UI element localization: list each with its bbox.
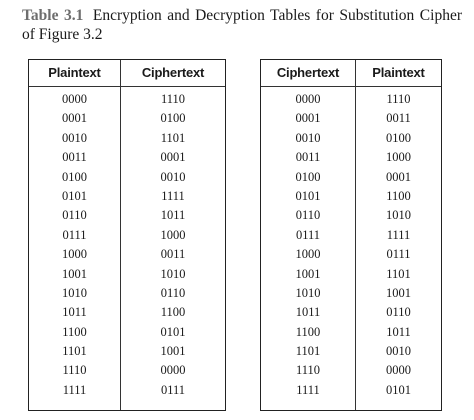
table-cell: 0101 — [160, 324, 186, 339]
table-cell: 1101 — [386, 266, 411, 281]
table-cell: 1101 — [62, 344, 87, 359]
table-cell: 1110 — [62, 363, 87, 378]
column-header-ciphertext: Ciphertext — [141, 65, 205, 80]
table-cell: 0010 — [386, 344, 411, 359]
table-cell: 1011 — [62, 305, 87, 320]
table-cell: 1111 — [62, 382, 87, 397]
table-cell: 1000 — [160, 227, 186, 242]
table-cell: 0110 — [160, 285, 186, 300]
table-cell: 0111 — [386, 247, 411, 262]
table-cell: 0000 — [386, 363, 411, 378]
table-cell: 0101 — [62, 188, 87, 203]
table-cell: 0011 — [386, 111, 411, 126]
table-caption — [22, 6, 462, 44]
table-cell: 1110 — [295, 363, 321, 378]
table-number: Table 3.1 — [22, 7, 84, 24]
table-cell: 1000 — [386, 150, 411, 165]
table-cell: 0000 — [295, 92, 321, 106]
table-cell: 0101 — [295, 188, 321, 203]
table-cell: 1011 — [295, 305, 321, 320]
table-cell: 0011 — [62, 150, 87, 165]
table-cell: 1100 — [295, 324, 321, 339]
table-cell: 0100 — [160, 111, 186, 126]
table-cell: 0101 — [386, 382, 411, 397]
table-cell: 1010 — [295, 285, 321, 300]
table-cell: 1110 — [160, 92, 186, 106]
column-header-ciphertext: Ciphertext — [276, 65, 340, 80]
encryption-ciphertext-cells — [121, 86, 225, 400]
table-title: Encryption and Decryption Tables for Substitution Cipher of Figure 3.2 — [22, 7, 462, 43]
table-cell: 1010 — [62, 285, 87, 300]
table-cell: 0001 — [386, 169, 411, 184]
table-cell: 1001 — [386, 285, 411, 300]
decryption-ciphertext-cells — [261, 86, 355, 400]
table-cell: 0001 — [295, 111, 321, 126]
table-cell: 1101 — [295, 344, 321, 359]
column-header-plaintext: Plaintext — [48, 65, 101, 80]
table-cell: 0011 — [160, 247, 186, 262]
encryption-plaintext-cells — [29, 86, 120, 400]
column-header-plaintext: Plaintext — [372, 65, 425, 80]
table-cell: 1110 — [386, 92, 411, 106]
table-cell: 0001 — [160, 150, 186, 165]
decryption-plaintext-cells — [356, 86, 441, 400]
table-cell: 0010 — [62, 130, 87, 145]
table-cell: 1000 — [295, 247, 321, 262]
table-cell: 0100 — [62, 169, 87, 184]
table-cell: 0011 — [295, 150, 321, 165]
table-cell: 1100 — [386, 188, 411, 203]
table-cell: 1011 — [160, 208, 186, 223]
table-cell: 1111 — [386, 227, 411, 242]
table-cell: 0111 — [62, 227, 87, 242]
decryption-plaintext-column — [356, 60, 441, 400]
table-cell: 1111 — [161, 188, 185, 203]
table-cell: 1001 — [62, 266, 87, 281]
table-cell: 0100 — [295, 169, 321, 184]
table-cell: 1100 — [160, 305, 186, 320]
table-cell: 1010 — [160, 266, 186, 281]
table-cell: 1111 — [296, 382, 320, 397]
table-cell: 0001 — [62, 111, 87, 126]
table-cell: 1000 — [62, 247, 87, 262]
encryption-plaintext-column — [29, 60, 120, 400]
table-cell: 0110 — [386, 305, 411, 320]
table-cell: 1101 — [160, 130, 186, 145]
encryption-ciphertext-column — [121, 60, 225, 400]
encryption-table — [28, 59, 226, 411]
table-cell: 1001 — [160, 344, 186, 359]
table-cell: 0010 — [295, 130, 321, 145]
table-cell: 0010 — [160, 169, 186, 184]
table-cell: 1010 — [386, 208, 411, 223]
table-cell: 0111 — [160, 382, 186, 397]
table-cell: 1100 — [62, 324, 87, 339]
table-cell: 0000 — [62, 92, 87, 106]
table-cell: 0110 — [295, 208, 321, 223]
table-cell: 0000 — [160, 363, 186, 378]
table-cell: 0100 — [386, 130, 411, 145]
table-cell: 0111 — [295, 227, 321, 242]
table-cell: 1011 — [386, 324, 411, 339]
decryption-ciphertext-column — [261, 60, 355, 400]
decryption-table — [260, 59, 442, 411]
table-cell: 0110 — [62, 208, 87, 223]
table-cell: 1001 — [295, 266, 321, 281]
